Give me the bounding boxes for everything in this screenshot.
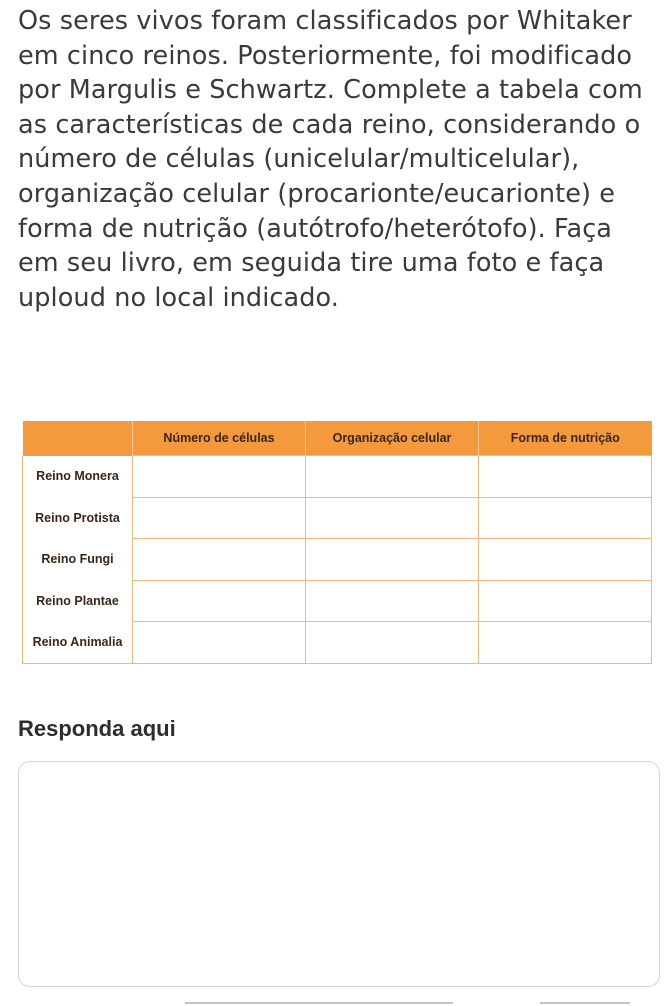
bottom-divider (185, 1002, 453, 1004)
row-label-animalia: Reino Animalia (23, 622, 133, 664)
table-row (23, 622, 652, 664)
table-cell (306, 622, 479, 664)
table-cell (133, 622, 306, 664)
table-header-cell-organization: Organização celular (306, 421, 479, 456)
table-cell (306, 580, 479, 622)
row-label-monera: Reino Monera (23, 456, 133, 498)
table-row (23, 580, 652, 622)
row-label-protista: Reino Protista (23, 497, 133, 539)
table-cell (306, 497, 479, 539)
table-cell (479, 622, 652, 664)
question-text: Os seres vivos foram classificados por Whitaker em cinco reinos. Posteriormente, foi modificado por Margulis e Schwartz. Complete a tabela com as características de cada reino, considerando o número de células (unicelular/multicelular), organização celular (procarionte/eucarionte) e forma de nutrição (autótrofo/heterótofo). Faça em seu livro, em seguida tire uma foto e faça uploud no local indicado. (18, 6, 643, 313)
table-header-row (23, 421, 652, 456)
table-cell (133, 497, 306, 539)
table-cell (133, 456, 306, 498)
table-cell (479, 456, 652, 498)
table-row (23, 497, 652, 539)
bottom-divider (540, 1002, 630, 1004)
table-header-cell-count: Número de células (133, 421, 306, 456)
table-header-empty (23, 421, 133, 456)
table-cell (133, 539, 306, 581)
answer-title: Responda aqui (18, 716, 176, 741)
row-label-fungi: Reino Fungi (23, 539, 133, 581)
table-header-nutrition: Forma de nutrição (479, 421, 652, 456)
kingdoms-table (22, 421, 652, 664)
answer-textarea[interactable] (18, 761, 660, 987)
table-cell (306, 456, 479, 498)
table-cell (479, 539, 652, 581)
table-cell (133, 580, 306, 622)
table-row (23, 539, 652, 581)
table-cell (479, 497, 652, 539)
table-row (23, 456, 652, 498)
table-cell (479, 580, 652, 622)
row-label-plantae: Reino Plantae (23, 580, 133, 622)
kingdoms-table-image (22, 421, 652, 664)
table-cell (306, 539, 479, 581)
